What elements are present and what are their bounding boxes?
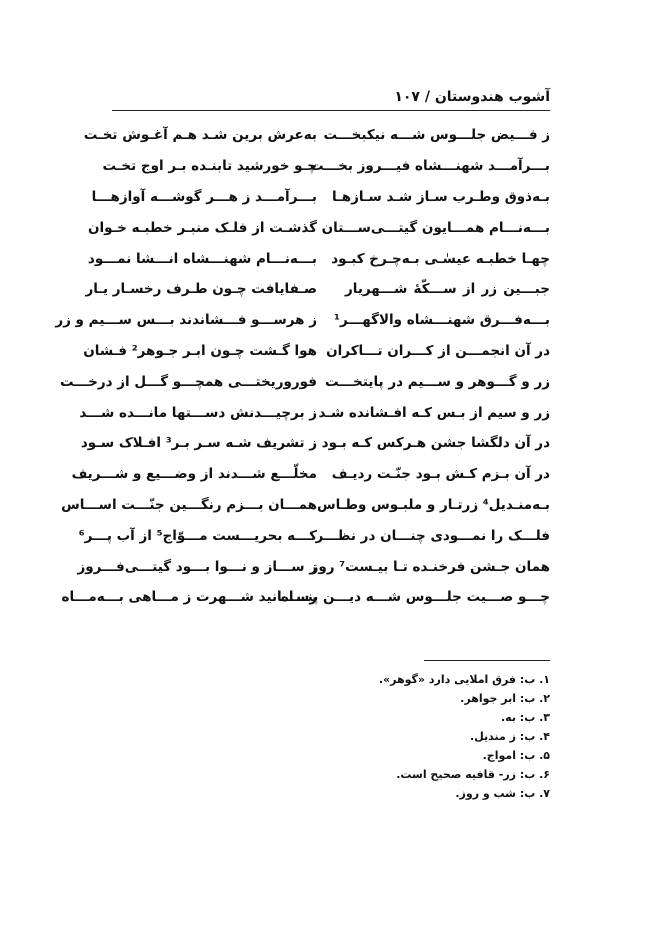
verse-row — [102, 151, 550, 182]
hemistich-left: فوروریختـــی همچـــو گـــل از درخـــت — [59, 373, 317, 390]
hemistich-right: در آن بـزم کـش بـود جنّـت ردیـف — [331, 466, 550, 483]
footnote-item: ۲. ب: ابر جواهر. — [460, 692, 550, 705]
footnote-item: ۶. ب: زر- قافیه صحیح است. — [396, 768, 550, 781]
hemistich-right: چـــو صـــیت جلـــوس شـــه دیـــن پنـــاه — [280, 589, 550, 606]
hemistich-left: هوا گـشت چـون ابـر جـوهر² فـشان — [83, 342, 317, 359]
hemistich-right: بـــرآمـــد شهنـــشاه فیـــروز بخـــت — [309, 158, 550, 175]
hemistich-right: زر و گـــوهر و ســـیم در پایتخـــت — [325, 373, 550, 390]
poem-body — [55, 120, 550, 613]
verse-row — [71, 459, 550, 490]
verse-row — [85, 274, 550, 305]
running-header — [112, 86, 550, 108]
hemistich-right: در آن دلگشا جشن هـرکس کـه بـود — [321, 435, 550, 452]
hemistich-left: ز برچیـــدنش دســـتها مانـــده شـــد — [79, 404, 317, 421]
footnote-item: ۳. ب: به. — [501, 711, 550, 724]
hemistich-left: مخلّـــع شـــدند از وضـــیع و شـــریف — [71, 466, 317, 483]
verse-row — [87, 212, 550, 243]
hemistich-left: ز هرســـو فـــشاندند بـــس ســـیم و زر — [55, 312, 317, 329]
verse-row — [78, 520, 550, 551]
verse-row — [80, 428, 550, 459]
verse-row — [79, 397, 550, 428]
hemistich-left: ز تشریف شـه سـر بـر³ افـلاک سـود — [80, 435, 317, 452]
footnote-rule — [424, 660, 550, 661]
hemistich-right: فلـــک را نمـــودی چنـــان در نظـــر — [315, 527, 550, 544]
verse-row — [55, 305, 550, 336]
footnote-item: ۴. ب: ز مندیل. — [470, 730, 550, 743]
hemistich-left: بـــرآمـــد ز هـــر گوشـــه آوازهـــا — [91, 188, 317, 205]
verse-row — [59, 366, 550, 397]
hemistich-right: چهـا خطبـه عیسٰـی بـه‌چـرخ کبـود — [331, 250, 550, 267]
hemistich-left: رســـانید شـــهرت ز مـــاهی بـــه‌مـــاه — [61, 589, 317, 606]
header-rule — [112, 110, 550, 111]
hemistich-right: در آن انجمـــن از کـــران تـــاکران — [326, 342, 550, 359]
verse-row — [83, 336, 550, 367]
hemistich-left: گذشـت از فلـک منبـر خطبـه خـوان — [87, 219, 317, 236]
hemistich-left: به‌عرش برین شـد هـم آغـوش تخـت — [83, 127, 317, 144]
verse-row — [87, 243, 550, 274]
footnote-item: ۵. ب: امواج. — [482, 749, 550, 762]
hemistich-right: بـــه‌نـــام همـــایون گیتـــی‌ســـتان — [321, 219, 550, 236]
hemistich-right: بـه‌ذوق وطـرب سـاز شـد سـازهـا — [332, 188, 550, 205]
verse-row — [91, 182, 550, 213]
page-header-title: آشوب هندوستان / ۱۰۷ — [394, 89, 550, 105]
hemistich-left: صـفایافت چـون طـرف رخسـار یـار — [85, 281, 317, 298]
footnote-item: ۱. ب: فرق املایی دارد «گوهر». — [378, 673, 550, 686]
footnote-item: ۷. ب: شب و روز. — [455, 787, 550, 800]
verse-row — [77, 551, 550, 582]
hemistich-left: همـــان بـــزم رنگـــین جنّـــت اســـاس — [61, 496, 317, 513]
hemistich-right: جبـــین زر از ســـکّهٔ شـــهریار — [345, 281, 550, 298]
hemistich-left: چـو خورشید تابنـده بـر اوج تخـت — [102, 158, 317, 175]
hemistich-left: بـــه‌نـــام شهنـــشاه انـــشا نمـــود — [87, 250, 317, 267]
hemistich-right: بـــه‌فـــرق شهنـــشاه والاگهـــر¹ — [334, 312, 550, 329]
hemistich-left: ز ســـاز و نـــوا بـــود گیتـــی‌فـــروز — [77, 558, 317, 575]
verse-row — [83, 120, 550, 151]
hemistich-right: بـه‌منـدیل⁴ زرتـار و ملبـوس وطـاس — [317, 496, 550, 513]
hemistich-left: کـــه بحریـــست مـــوّاج⁵ از آب پـــر⁶ — [78, 527, 317, 544]
hemistich-right: ز فـــیض جلـــوس شـــه نیکبخـــت — [323, 127, 550, 144]
hemistich-right: همان جـشن فرخنـده تـا بیـست⁷ روز — [310, 558, 550, 575]
footnotes — [250, 670, 550, 803]
verse-row — [61, 582, 550, 613]
verse-row — [61, 490, 550, 521]
hemistich-right: زر و سیم از بـس کـه افـشانده شـد — [318, 404, 550, 421]
